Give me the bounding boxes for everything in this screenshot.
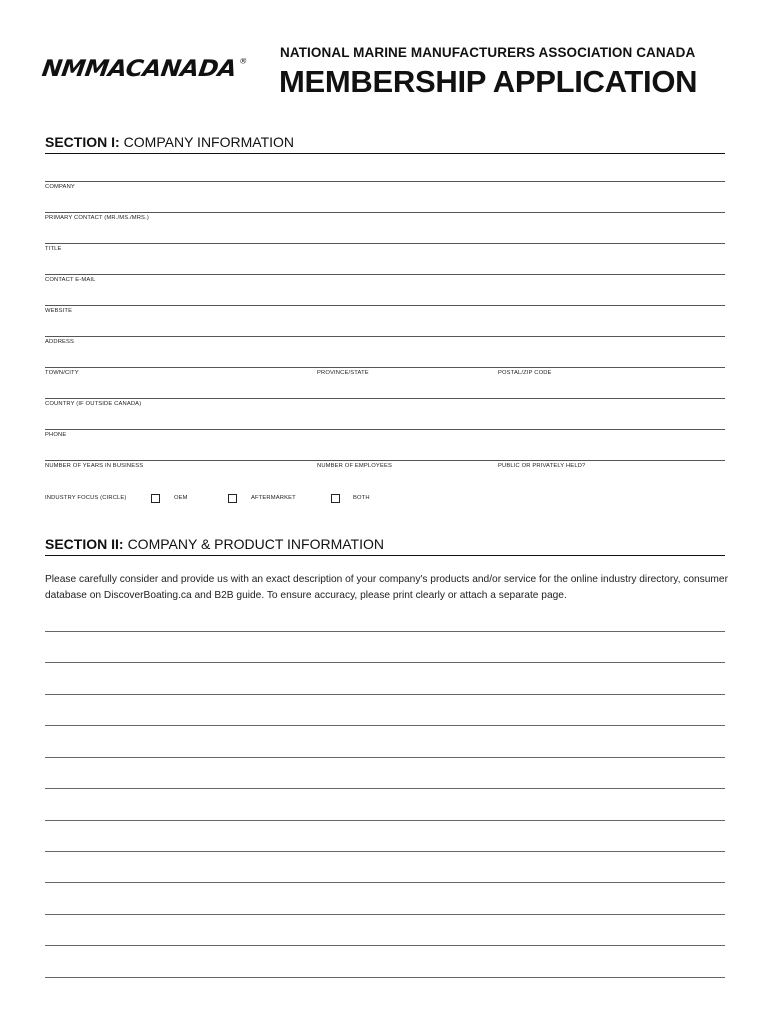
section-2-number: SECTION II:: [45, 536, 124, 552]
section-2-header: [45, 536, 725, 556]
description-line-6[interactable]: [45, 788, 725, 789]
website-label: WEBSITE: [45, 308, 73, 314]
description-line-8[interactable]: [45, 851, 725, 852]
country-input-line[interactable]: [45, 398, 725, 399]
registered-mark: ®: [238, 56, 248, 66]
employees-label: NUMBER OF EMPLOYEES: [317, 463, 393, 469]
section-1-number: SECTION I:: [45, 134, 120, 150]
primary-contact-input-line[interactable]: [45, 212, 725, 213]
section-1-name: COMPANY INFORMATION: [123, 134, 295, 150]
both-checkbox[interactable]: [331, 494, 340, 503]
section-2-name: COMPANY & PRODUCT INFORMATION: [127, 536, 384, 552]
country-label: COUNTRY (IF OUTSIDE CANADA): [45, 401, 142, 407]
town-city-input-line[interactable]: [45, 367, 725, 368]
title-label: TITLE: [45, 246, 62, 252]
both-option-label: BOTH: [353, 495, 370, 501]
description-line-11[interactable]: [45, 945, 725, 946]
address-input-line[interactable]: [45, 336, 725, 337]
description-line-2[interactable]: [45, 662, 725, 663]
description-line-1[interactable]: [45, 631, 725, 632]
section-2-instructions: Please carefully consider and provide us with an exact description of your company's products and/or service for the online industry directory, consumer database on DiscoverBoating.ca and B2B guide. To ensure accuracy, please print clearly or attach a separate page.: [45, 574, 728, 601]
nmma-canada-logo: [40, 55, 247, 82]
document-title: MEMBERSHIP APPLICATION: [279, 64, 698, 99]
phone-input-line[interactable]: [45, 429, 725, 430]
aftermarket-option-label: AFTERMARKET: [251, 495, 296, 501]
section-1-header: [45, 134, 725, 154]
website-input-line[interactable]: [45, 305, 725, 306]
description-line-12[interactable]: [45, 977, 725, 978]
organization-name: NATIONAL MARINE MANUFACTURERS ASSOCIATION CANADA: [280, 45, 696, 60]
oem-checkbox[interactable]: [151, 494, 160, 503]
title-input-line[interactable]: [45, 243, 725, 244]
description-line-7[interactable]: [45, 820, 725, 821]
address-label: ADDRESS: [45, 339, 75, 345]
years-in-business-label: NUMBER OF YEARS IN BUSINESS: [45, 463, 144, 469]
description-line-4[interactable]: [45, 725, 725, 726]
years-in-business-input-line[interactable]: [45, 460, 725, 461]
description-line-10[interactable]: [45, 914, 725, 915]
description-line-5[interactable]: [45, 757, 725, 758]
company-label: COMPANY: [45, 184, 75, 190]
logo-text: NMMACANADA: [40, 55, 239, 82]
aftermarket-checkbox[interactable]: [228, 494, 237, 503]
contact-email-input-line[interactable]: [45, 274, 725, 275]
description-line-9[interactable]: [45, 882, 725, 883]
postal-zip-label: POSTAL/ZIP CODE: [498, 370, 552, 376]
public-private-label: PUBLIC OR PRIVATELY HELD?: [498, 463, 586, 469]
primary-contact-label: PRIMARY CONTACT (MR./MS./MRS.): [45, 215, 149, 221]
oem-option-label: OEM: [174, 495, 188, 501]
phone-label: PHONE: [45, 432, 67, 438]
contact-email-label: CONTACT E-MAIL: [45, 277, 96, 283]
industry-focus-label: INDUSTRY FOCUS (CIRCLE): [45, 495, 127, 501]
company-input-line[interactable]: [45, 181, 725, 182]
town-city-label: TOWN/CITY: [45, 370, 79, 376]
description-line-3[interactable]: [45, 694, 725, 695]
province-state-label: PROVINCE/STATE: [317, 370, 369, 376]
